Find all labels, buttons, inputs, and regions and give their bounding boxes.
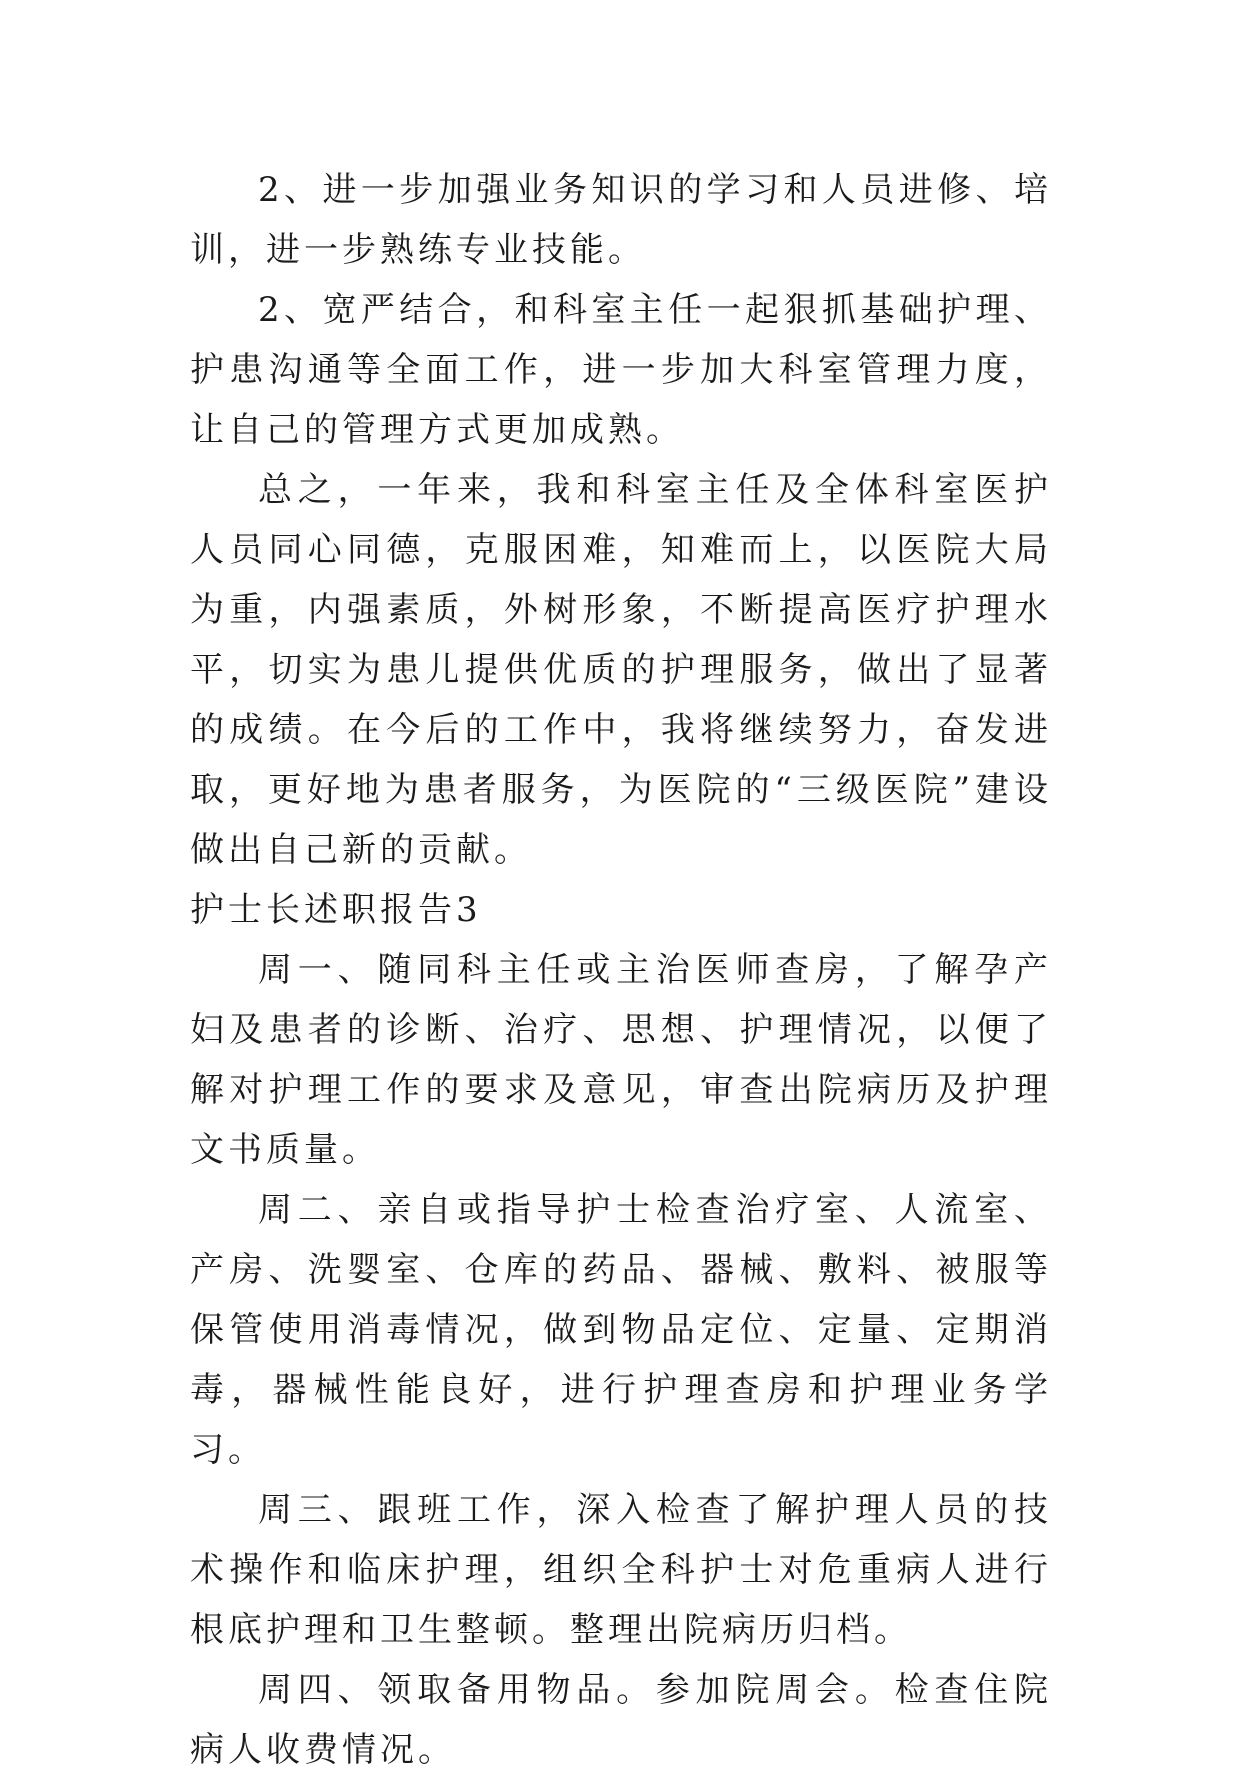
paragraph-monday: 周一、随同科主任或主治医师查房，了解孕产妇及患者的诊断、治疗、思想、护理情况，以便了解对护理工作的要求及意见，审查出院病历及护理文书质量。 [190, 950, 1052, 1170]
section-heading: 护士长述职报告3 [190, 890, 482, 930]
paragraph-tuesday: 周二、亲自或指导护士检查治疗室、人流室、产房、洗婴室、仓库的药品、器械、敷料、被服等保管使用消毒情况，做到物品定位、定量、定期消毒，器械性能良好，进行护理查房和护理业务学习。 [190, 1190, 1052, 1470]
paragraph-wednesday: 周三、跟班工作，深入检查了解护理人员的技术操作和临床护理，组织全科护士对危重病人进行根底护理和卫生整顿。整理出院病历归档。 [190, 1490, 1052, 1650]
paragraph-summary: 总之，一年来，我和科室主任及全体科室医护人员同心同德，克服困难，知难而上，以医院大局为重，内强素质，外树形象，不断提高医疗护理水平，切实为患儿提供优质的护理服务，做出了显著的成绩。在今后的工作中，我将继续努力，奋发进取，更好地为患者服务，为医院的“三级医院”建设做出自己新的贡献。 [190, 470, 1052, 870]
paragraph-management: 2、宽严结合，和科室主任一起狠抓基础护理、护患沟通等全面工作，进一步加大科室管理力度，让自己的管理方式更加成熟。 [190, 290, 1052, 450]
document-body [190, 160, 1052, 1780]
paragraph-thursday: 周四、领取备用物品。参加院周会。检查住院病人收费情况。 [190, 1670, 1052, 1770]
paragraph-training: 2、进一步加强业务知识的学习和人员进修、培训，进一步熟练专业技能。 [190, 170, 1052, 270]
